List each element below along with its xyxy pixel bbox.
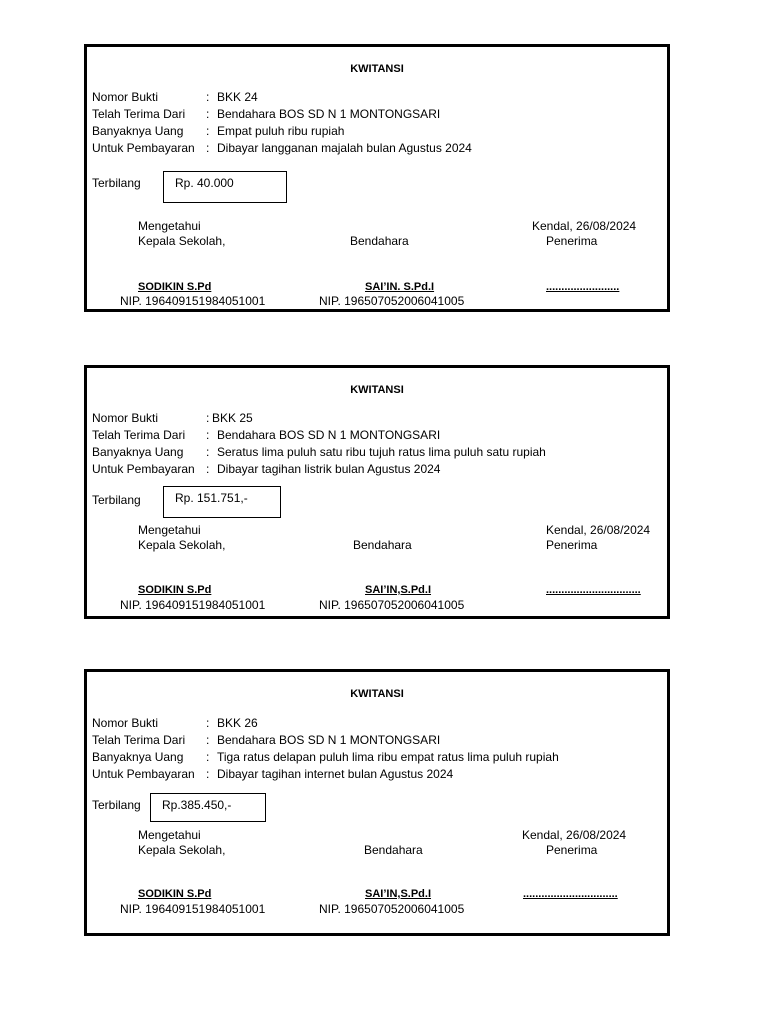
role-penerima: Penerima (546, 234, 598, 248)
receipt-bkk-25 (84, 365, 670, 619)
treasurer-name: SAI’IN,S.Pd.I (365, 888, 432, 900)
place-date: Kendal, 26/08/2024 (522, 828, 627, 842)
separator: : (206, 107, 210, 121)
label-telah-terima-dari: Telah Terima Dari (92, 107, 186, 121)
receipt-title: KWITANSI (350, 63, 404, 75)
head-name: SODIKIN S.Pd (138, 584, 212, 596)
separator: : (206, 141, 210, 155)
mengetahui-label: Mengetahui (138, 219, 201, 233)
role-bendahara: Bendahara (364, 843, 423, 857)
value-untuk-pembayaran: Dibayar langganan majalah bulan Agustus 2024 (217, 141, 472, 155)
treasurer-nip: NIP. 196507052006041005 (319, 902, 465, 916)
receipt-bkk-26 (84, 669, 670, 936)
terbilang-label: Terbilang (92, 798, 141, 812)
head-nip: NIP. 196409151984051001 (120, 294, 266, 308)
separator: : (206, 124, 210, 138)
amount-box: Rp.385.450,- (150, 793, 266, 822)
label-nomor-bukti: Nomor Bukti (92, 411, 159, 425)
role-bendahara: Bendahara (353, 538, 412, 552)
separator: : (206, 445, 210, 459)
head-name: SODIKIN S.Pd (138, 281, 212, 293)
receipt-title: KWITANSI (350, 384, 404, 396)
role-bendahara: Bendahara (350, 234, 409, 248)
value-nomor-bukti: BKK 24 (217, 90, 258, 104)
value-untuk-pembayaran: Dibayar tagihan listrik bulan Agustus 2024 (217, 462, 441, 476)
separator: : (206, 428, 210, 442)
value-telah-terima-dari: Bendahara BOS SD N 1 MONTONGSARI (217, 733, 441, 747)
label-untuk-pembayaran: Untuk Pembayaran (92, 141, 195, 155)
amount-box: Rp. 151.751,- (163, 486, 281, 518)
value-banyaknya-uang: Empat puluh ribu rupiah (217, 124, 345, 138)
label-banyaknya-uang: Banyaknya Uang (92, 750, 184, 764)
head-nip: NIP. 196409151984051001 (120, 598, 266, 612)
value-banyaknya-uang: Tiga ratus delapan puluh lima ribu empat ratus lima puluh rupiah (217, 750, 559, 764)
place-date: Kendal, 26/08/2024 (532, 219, 637, 233)
receiver-signature-line: ............................... (546, 584, 641, 596)
place-date: Kendal, 26/08/2024 (546, 523, 651, 537)
receipt-bkk-24 (84, 44, 670, 312)
treasurer-nip: NIP. 196507052006041005 (319, 294, 465, 308)
value-nomor-bukti: BKK 26 (217, 716, 258, 730)
label-untuk-pembayaran: Untuk Pembayaran (92, 462, 195, 476)
receipt-title: KWITANSI (350, 688, 404, 700)
label-banyaknya-uang: Banyaknya Uang (92, 124, 184, 138)
label-telah-terima-dari: Telah Terima Dari (92, 733, 186, 747)
value-banyaknya-uang: Seratus lima puluh satu ribu tujuh ratus lima puluh satu rupiah (217, 445, 546, 459)
role-kepala-sekolah: Kepala Sekolah, (138, 538, 226, 552)
separator: : (206, 750, 210, 764)
role-kepala-sekolah: Kepala Sekolah, (138, 843, 226, 857)
separator: : (206, 716, 210, 730)
separator: : (206, 462, 210, 476)
separator: : (206, 90, 210, 104)
treasurer-name: SAI’IN. S.Pd.I (365, 281, 435, 293)
label-telah-terima-dari: Telah Terima Dari (92, 428, 186, 442)
value-telah-terima-dari: Bendahara BOS SD N 1 MONTONGSARI (217, 428, 441, 442)
role-penerima: Penerima (546, 843, 598, 857)
treasurer-nip: NIP. 196507052006041005 (319, 598, 465, 612)
receiver-signature-line: ........................ (546, 281, 620, 293)
amount-box: Rp. 40.000 (163, 171, 287, 203)
mengetahui-label: Mengetahui (138, 523, 201, 537)
mengetahui-label: Mengetahui (138, 828, 201, 842)
separator: : (206, 767, 210, 781)
separator: : (206, 733, 210, 747)
terbilang-label: Terbilang (92, 176, 141, 190)
value-nomor-bukti: BKK 25 (212, 411, 253, 425)
label-untuk-pembayaran: Untuk Pembayaran (92, 767, 195, 781)
head-name: SODIKIN S.Pd (138, 888, 212, 900)
role-kepala-sekolah: Kepala Sekolah, (138, 234, 226, 248)
label-nomor-bukti: Nomor Bukti (92, 90, 159, 104)
label-nomor-bukti: Nomor Bukti (92, 716, 159, 730)
receiver-signature-line: ............................... (523, 888, 618, 900)
terbilang-label: Terbilang (92, 493, 141, 507)
value-telah-terima-dari: Bendahara BOS SD N 1 MONTONGSARI (217, 107, 441, 121)
head-nip: NIP. 196409151984051001 (120, 902, 266, 916)
role-penerima: Penerima (546, 538, 598, 552)
treasurer-name: SAI’IN,S.Pd.I (365, 584, 432, 596)
separator: : (206, 411, 210, 425)
value-untuk-pembayaran: Dibayar tagihan internet bulan Agustus 2024 (217, 767, 454, 781)
label-banyaknya-uang: Banyaknya Uang (92, 445, 184, 459)
